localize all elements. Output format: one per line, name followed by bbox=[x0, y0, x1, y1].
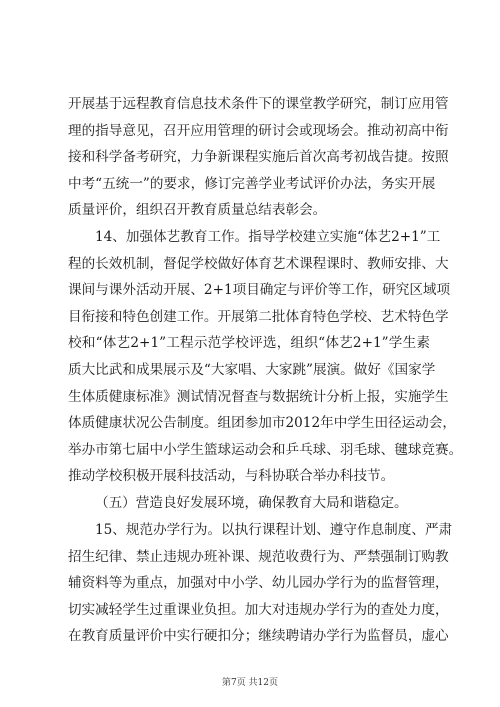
paragraph-2 bbox=[68, 224, 463, 490]
page-footer: 第7页 共12页 bbox=[221, 678, 279, 688]
paragraph-4 bbox=[68, 517, 453, 650]
text-line: 招生纪律、禁止违规办班补课、规范收费行为、严禁强制订购教 bbox=[68, 548, 449, 565]
text-line: 在教育质量评价中实行硬扣分；继续聘请办学行为监督员，虚心 bbox=[68, 628, 449, 645]
text-line: 目衔接和特色创建工作。开展第二批体育特色学校、艺术特色学 bbox=[68, 308, 449, 325]
text-line: 生体质健康标准》测试情况督查与数据统计分析上报，实施学生 bbox=[68, 388, 449, 405]
text-line: 举办市第七届中小学生篮球运动会和乒乓球、羽毛球、毽球竞赛。 bbox=[68, 441, 463, 458]
text-line: 辅资料等为重点，加强对中小学、幼儿园办学行为的监督管理， bbox=[68, 575, 449, 592]
text-line: （五）营造良好发展环境，确保教育大局和谐稳定。 bbox=[95, 495, 408, 511]
text-line: 程的长效机制，督促学校做好体育艺术课程课时、教师安排、大 bbox=[68, 255, 449, 272]
text-line: 14、加强体艺教育工作。指导学校建立实施“体艺2+1”工 bbox=[95, 229, 441, 245]
text-line: 体质健康状况公告制度。组团参加市2012年中学生田径运动会， bbox=[68, 415, 457, 432]
text-line: 校和“体艺2+1”工程示范学校评选，组织“体艺2+1”学生素 bbox=[68, 335, 430, 352]
text-line: 推动学校积极开展科技活动，与科协联合举办科技节。 bbox=[68, 468, 395, 485]
text-line: 课间与课外活动开展、2+1项目确定与评价等工作，研究区域项 bbox=[68, 282, 451, 299]
text-line: 开展基于远程教育信息技术条件下的课堂教学研究，制订应用管 bbox=[68, 96, 449, 112]
text-line: 中考“五统一”的要求，修订完善学业考试评价办法，务实开展 bbox=[68, 175, 436, 192]
section-heading bbox=[68, 490, 430, 517]
text-line: 切实减轻学生过重课业负担。加大对违规办学行为的查处力度， bbox=[68, 601, 449, 618]
text-line: 理的指导意见，召开应用管理的研讨会或现场会。推动初高中衔 bbox=[68, 122, 449, 139]
paragraph-1 bbox=[68, 91, 449, 224]
text-line: 质量评价，组织召开教育质量总结表彰会。 bbox=[68, 202, 327, 219]
text-line: 接和科学备考研究，力争新课程实施后首次高考初战告捷。按照 bbox=[68, 149, 449, 166]
text-line: 质大比武和成果展示及“大家唱、大家跳”展演。做好《国家学 bbox=[68, 361, 436, 378]
text-line: 15、规范办学行为。以执行课程计划、遵守作息制度、严肃 bbox=[95, 522, 453, 538]
